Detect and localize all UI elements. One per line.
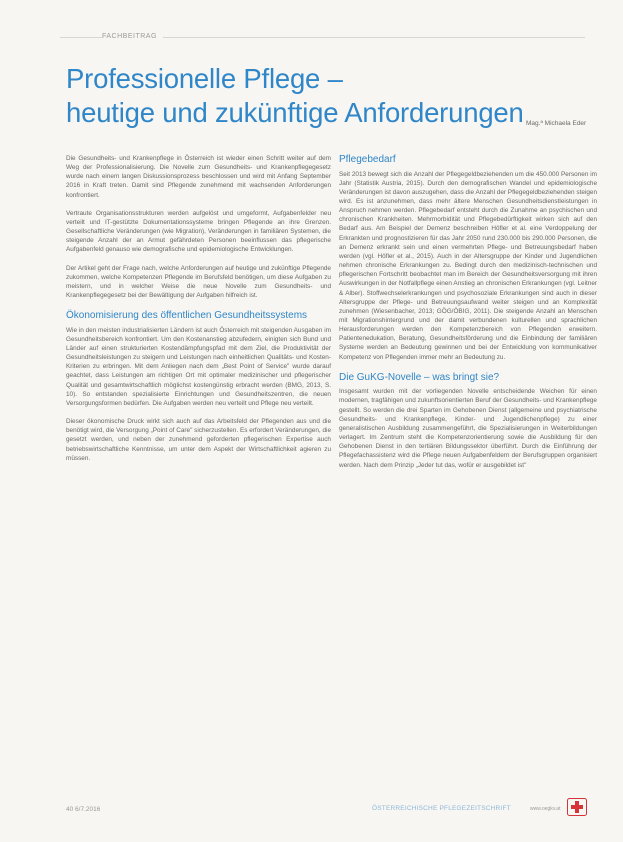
oegkv-logo-icon [567,798,587,816]
subheading: Pflegebedarf [339,154,396,165]
subheading: Ökonomisierung des öffentlichen Gesundheitssystems [66,310,308,322]
author-byline: Mag.ª Michaela Eder [526,120,587,127]
paragraph: Die Gesundheits- und Krankenpflege in Österreich ist wieder einen Schritt weiter auf dem Weg der Professionalisierung. Die Novelle zum Gesundheits- und Krankenpflegegesetz wurde nach einem langen Diskussionsprozess beschlossen und wird mit Anfang September 2016 in Kraft treten. Damit sind Pflegende zunehmend mit wachsenden Anforderungen konfrontiert. [66,155,331,199]
paragraph: Der Artikel geht der Frage nach, welche Anforderungen auf heutige und zukünftige Pflegende zukommen, welche Kompetenzen Pflegende im Berufsfeld benötigen, um diese Aufgaben zu meistern, und in welcher Weise die neue Novelle zum Gesundheits- und Krankenpflegegesetz bei der Bewältigung der Aufgaben hilfreich ist. [66,264,331,300]
right-column [339,154,597,479]
paragraph: Dieser ökonomische Druck wirkt sich auch auf das Arbeitsfeld der Pflegenden aus und die benötigt wird, die Versorgung „Point of Care" sicherzustellen. Es erfordert Veränderungen, die gesetzt werden, und neben der zunehmend geforderten pflegerischen Expertise auch betriebswirtschaftliche Kenntnisse, um unter dem Aspekt der Wirtschaftlichkeit agieren zu müssen. [66,418,331,462]
paragraph: Seit 2013 bewegt sich die Anzahl der Pflegegeldbeziehenden um die 450.000 Personen im Jahr (Statistik Austria, 2015). Durch den demografischen Wandel und epidemiologische Veränderungen ist davon auszugehen, dass die Anzahl der Pflegegeldbeziehenden steigen wird. Es ist anzunehmen, dass mehr ältere Menschen Gesundheitsdienstleistungen in Anspruch nehmen werden. Pflegebedarf entsteht durch die Zunahme an psychischen und chronischen Krankheiten. Mehrmorbidität und Pflegebedürftigkeit wirken sich auf den Bedarf aus. Am Beispiel der Demenz beschreiben Höfler et al. eine Verdoppelung der Erkrankten und prognostizieren für das Jahr 2050 rund 230.000 bis 290.000 Personen, die an Demenz erkrankt sein und einen vermehrten Pflege- und Betreuungsbedarf haben werden (vgl. Höfler et al., 2015). Auch in der Altersgruppe der Kinder und Jugendlichen nehmen chronische Erkrankungen zu. Bedingt durch den medizinisch-technischen und pflegerischen Fortschritt beobachtet man im Bereich der Gesundheitsversorgung mit ihren Auswirkungen in der Notfallpflege einen Anstieg an chronischen Erkrankungen (vgl. Leitner & Alber). Stoffwechselerkrankungen und psychosoziale Erkrankungen sind auch in dieser Altersgruppe der Pflege- und Betreuungsaufwand weiter steigen und an Komplexität zunehmen (Wiesenbacher, 2013; GÖG/ÖBIG, 2011). Die steigende Anzahl an Menschen mit Migrationshintergrund und der damit verbundenen kulturellen und sprachlichen Herausforderungen werden den Kompetenzbereich von Pflegenden erweitern. Patientenedukation, Beratung, Gesundheitsförderung und die Einbindung der familiären Systeme werden an Bedeutung gewinnen und bei der Entwicklung von kommunikativer Kompetenz von Pflegenden immer mehr an Bedeutung zu. [339,170,597,361]
article-title [66,62,566,130]
subheading: Die GuKG-Novelle – was bringt sie? [339,371,500,383]
journal-name: ÖSTERREICHISCHE PFLEGEZEITSCHRIFT [372,805,511,812]
title-line-1: Professionelle Pflege – [66,63,343,94]
title-line-2: heutige und zukünftige Anforderungen [66,97,524,128]
section-tag: FACHBEITRAG [102,33,163,40]
paragraph: Insgesamt wurden mit der vorliegenden Novelle entscheidende Weichen für einen modernen, tragfähigen und zukunftsorientierten Beruf der Gesundheits- und Krankenpflege gestellt. So werden die drei Sparten im Gehobenen Dienst (allgemeine und psychiatrische Gesundheits- und Krankenpflege, Kinder- und Jugendlichenpflege) zu einer generalistischen Ausbildung zusammengeführt, die Spezialisierungen in Weiterbildungen verlagert. Im Zentrum steht die Kompetenzorientierung sowie die Ausbildung für den Gehobenen Dienst in den tertiären Bildungssektor überführt. Durch die Einführung der Pflegefachassistenz wird die Pflege neuen Aufgabenfeldern der Berufsgruppen organisiert werden. Nach dem Prinzip „Jeder tut das, wofür er ausgebildet ist" [339,388,597,469]
page-number: 40 6/7.2016 [66,806,101,813]
left-column [66,154,331,472]
paragraph: Vertraute Organisationsstrukturen werden aufgelöst und umgeformt, Aufgabenfelder neu verteilt und IT-gestützte Dokumentationssysteme bringen Pflegende an ihre Grenzen. Gesellschaftliche Veränderungen (wie Migration), Veränderungen in familiären Systemen, die steigende Anzahl der an Armut gefährdeten Personen beeinflussen das pflegerische Aufgabenfeld genauso wie demografische und epidemiologische Entwicklungen. [66,209,331,254]
journal-url: www.oegkv.at [530,806,561,812]
paragraph: Wie in den meisten industrialisierten Ländern ist auch Österreich mit steigenden Ausgaben im Gesundheitsbereich konfrontiert. Um den Kostenanstieg abzufedern, einigten sich Bund und Länder auf einen strukturierten Kostendämpfungspfad mit dem Ziel, die Produktivität der Gesundheitsleistungen zu steigern und Leistungen nach einheitlichen Qualitäts- und Kosten-Kriterien zu erbringen. Mit dem Anliegen nach dem „Best Point of Service" wurde darauf geachtet, dass Leistungen am richtigen Ort mit optimaler medizinischer und pflegerischer Qualität und gesamtwirtschaftlich möglichst kostengünstig erbracht werden (BMG, 2013, S. 10). So entstanden spezialisierte Einrichtungen und Gesundheitszentren, die neuen Versorgungsformen bedürfen. Die Aufgaben werden neu verteilt und Pflege neu verteilt. [66,326,331,407]
